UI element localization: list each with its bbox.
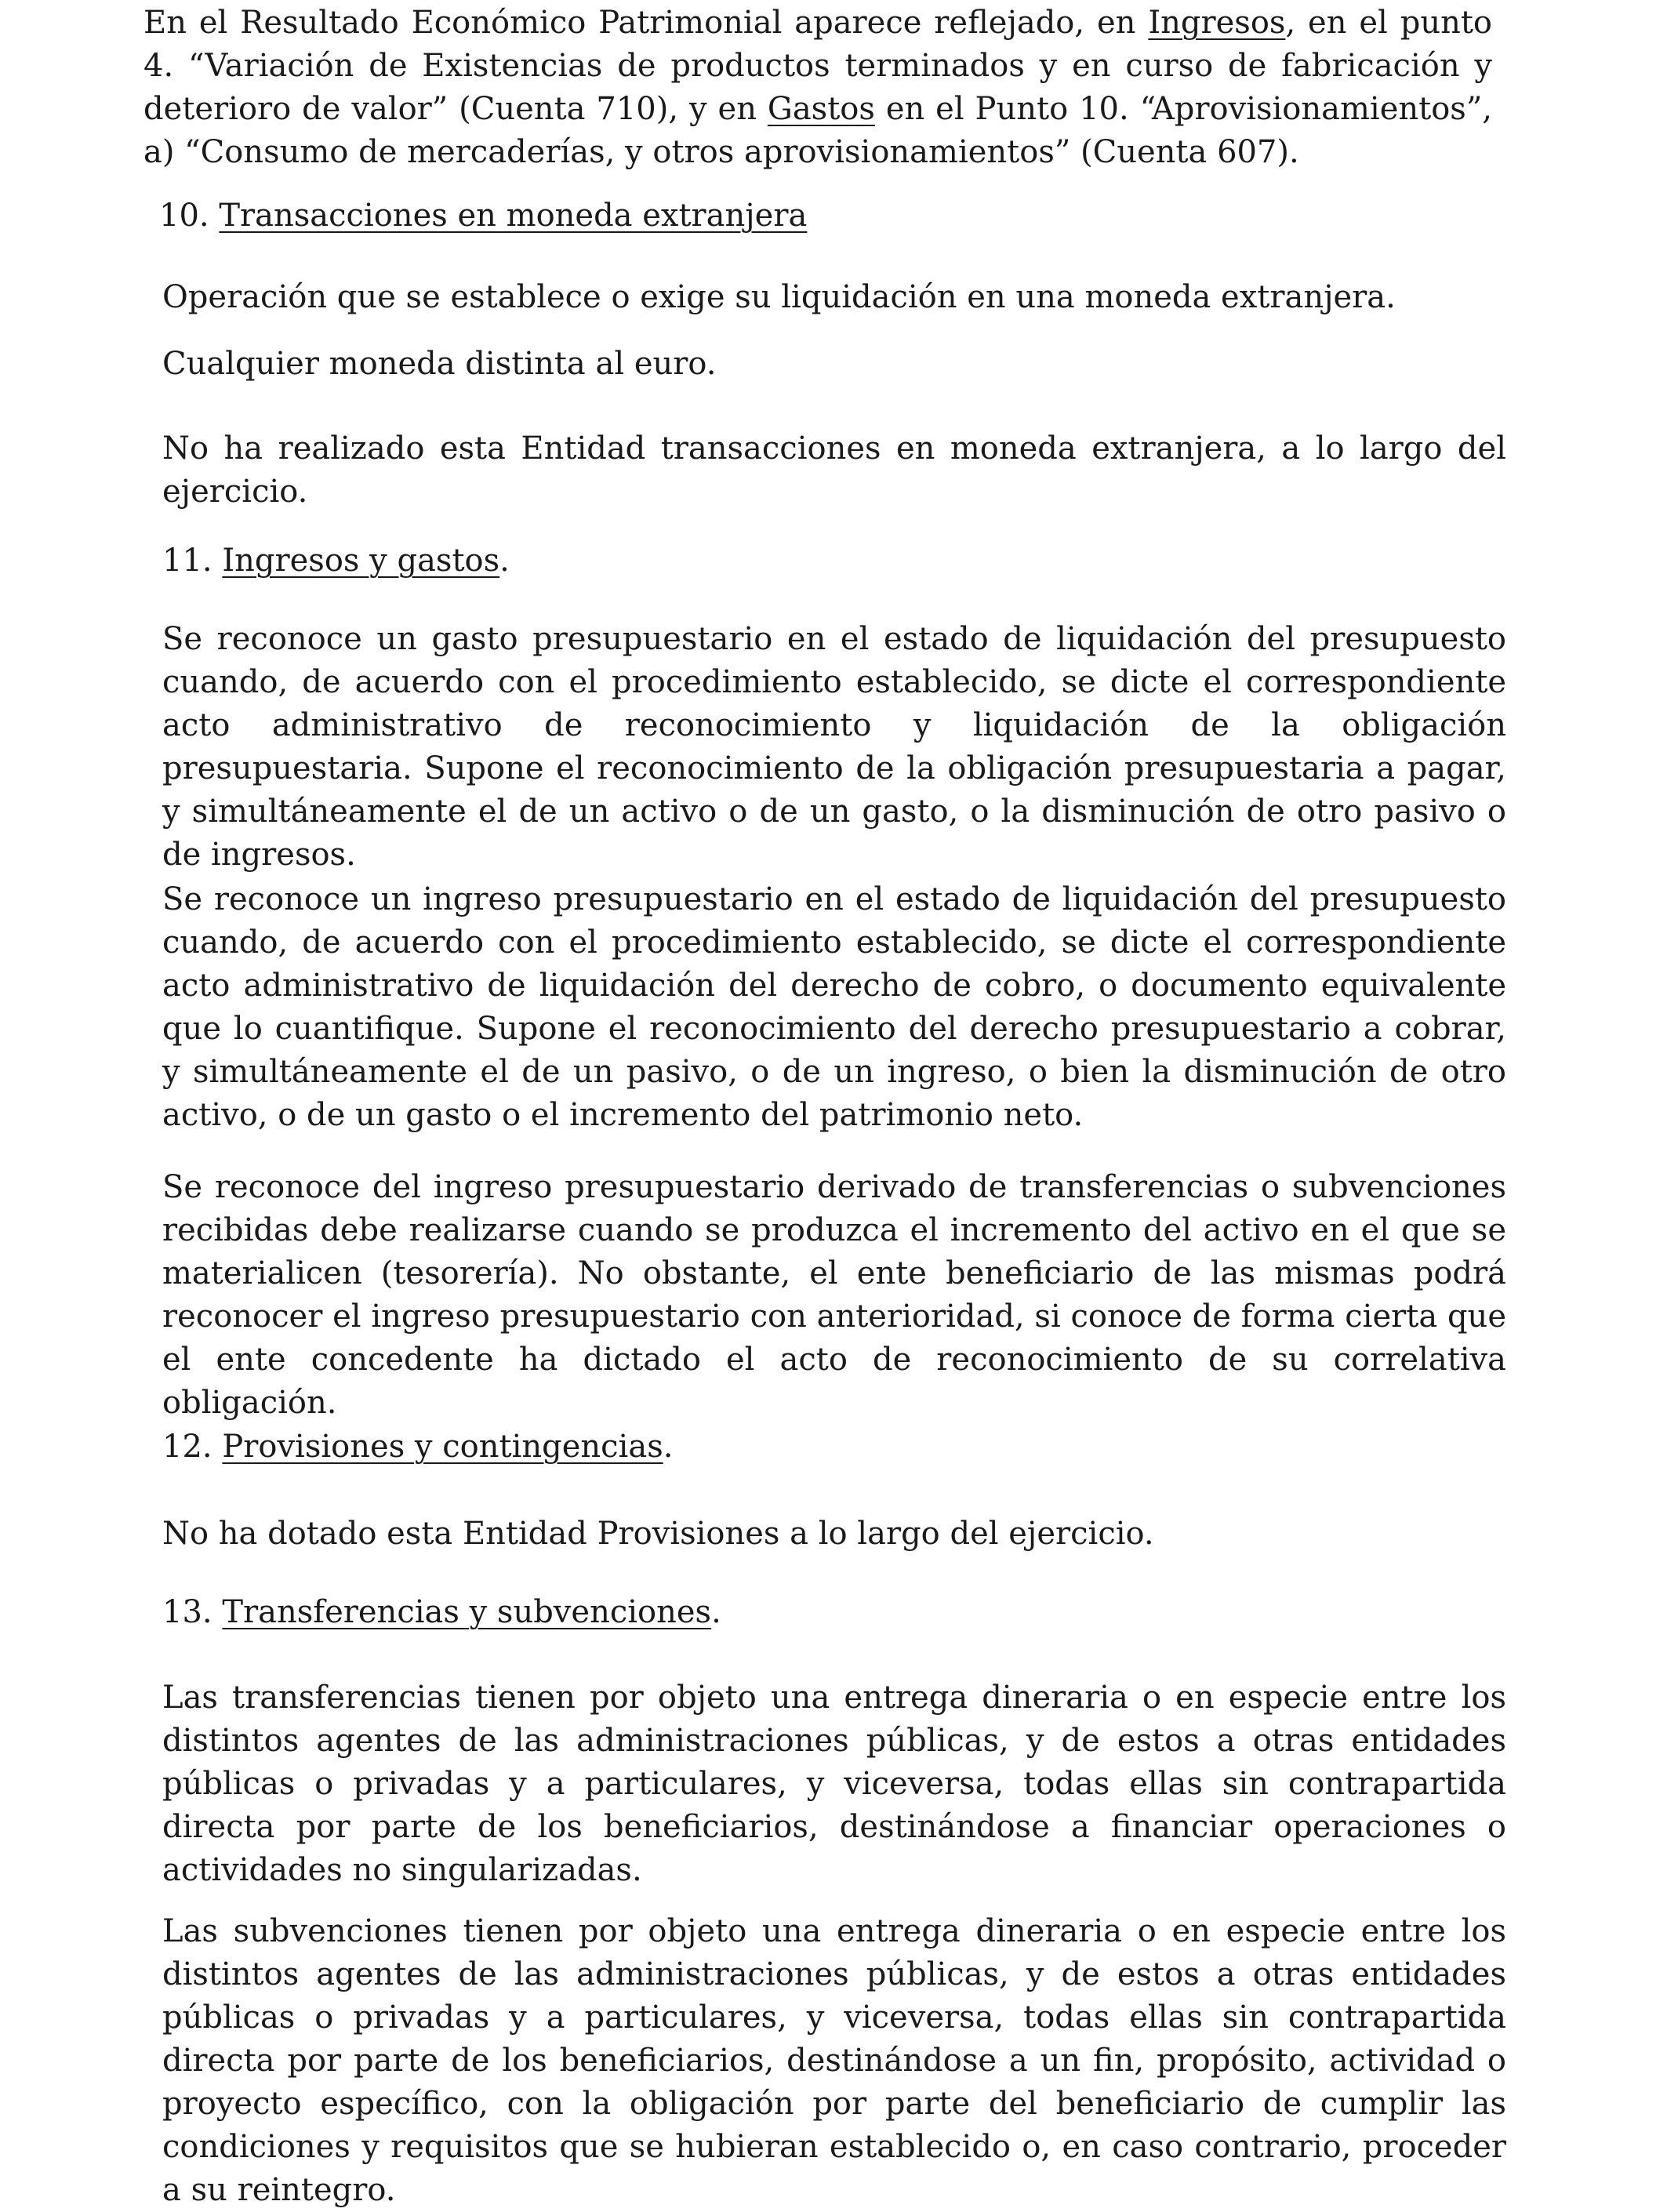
- section-11-paragraph-2: Se reconoce un ingreso presupuestario en el estado de liquidación del presupuesto cuando, de acuerdo con el procedimiento establecido, se dicte el correspondiente acto administrativo de liquidación del derecho de cobro, o documento equivalente que lo cuantifique. Supone el reconocimiento del derecho presupuestario a cobrar, y simultáneamente el de un pasivo, o de un ingreso, o bien la disminución de otro activo, o de un gasto o el incremento del patrimonio neto.: [162, 881, 1506, 1133]
- section-10-number: 10.: [159, 198, 209, 234]
- intro-text-2: , en el punto 4. “Variación de Existencias de productos terminados y en curso de fabricación y deterioro de valor” (Cuenta 710), y en: [143, 5, 1493, 127]
- section-12-paragraph-1: No ha dotado esta Entidad Provisiones a lo largo del ejercicio.: [162, 1516, 1154, 1552]
- section-11-paragraph-3: Se reconoce del ingreso presupuestario derivado de transferencias o subvenciones recibidas debe realizarse cuando se produzca el incremento del activo en el que se materialicen (tesorería). No obstante, el ente beneficiario de las mismas podrá reconocer el ingreso presupuestario con anterioridad, si conoce de forma cierta que el ente concedente ha dictado el acto de reconocimiento de su correlativa obligación.: [162, 1169, 1506, 1421]
- section-11-number: 11.: [162, 543, 212, 579]
- ingresos-link: Ingresos: [1148, 5, 1286, 41]
- intro-text-1: En el Resultado Económico Patrimonial aparece reflejado, en: [143, 5, 1149, 41]
- section-13-suffix: .: [711, 1594, 721, 1630]
- section-12-suffix: .: [663, 1429, 674, 1465]
- section-13-paragraph-2: Las subvenciones tienen por objeto una entrega dineraria o en especie entre los distintos agentes de las administraciones públicas, y de estos a otras entidades públicas o privadas y a particulares, y viceversa, todas ellas sin contrapartida directa por parte de los beneficiarios, destinándose a un fin, propósito, actividad o proyecto específico, con la obligación por parte del beneficiario de cumplir las condiciones y requisitos que se hubieran establecido o, en caso contrario, proceder a su reintegro.: [162, 1913, 1506, 2208]
- section-11-paragraph-1: Se reconoce un gasto presupuestario en el estado de liquidación del presupuesto cuando, de acuerdo con el procedimiento establecido, se dicte el correspondiente acto administrativo de reconocimiento y liquidación de la obligación presupuestaria. Supone el reconocimiento de la obligación presupuestaria a pagar, y simultáneamente el de un activo o de un gasto, o la disminución de otro pasivo o de ingresos.: [162, 621, 1506, 873]
- gastos-link: Gastos: [767, 91, 875, 127]
- section-11-suffix: .: [499, 543, 510, 579]
- section-12-number: 12.: [162, 1429, 212, 1465]
- section-10-heading: [159, 194, 807, 238]
- section-13-title: Transferencias y subvenciones: [222, 1594, 712, 1630]
- section-11-heading: [162, 539, 510, 583]
- intro-paragraph: [143, 2, 1492, 174]
- section-13-number: 13.: [162, 1594, 212, 1630]
- section-13-heading: [162, 1591, 721, 1634]
- section-10-paragraph-1: Operación que se establece o exige su liquidación en una moneda extranjera.: [162, 279, 1396, 315]
- section-13-paragraph-1: Las transferencias tienen por objeto una entrega dineraria o en especie entre los distintos agentes de las administraciones públicas, y de estos a otras entidades públicas o privadas y a particulares, y viceversa, todas ellas sin contrapartida directa por parte de los beneficiarios, destinándose a financiar operaciones o actividades no singularizadas.: [162, 1680, 1506, 1888]
- section-11-title: Ingresos y gastos: [222, 543, 500, 579]
- section-10-title: Transacciones en moneda extranjera: [219, 198, 808, 234]
- section-10-paragraph-2: Cualquier moneda distinta al euro.: [162, 346, 717, 382]
- intro-text-3: en el Punto 10. “Aprovisionamientos”, a) “Consumo de mercaderías, y otros aprovisionamientos” (Cuenta 607).: [143, 91, 1492, 170]
- section-12-title: Provisiones y contingencias: [222, 1429, 663, 1465]
- section-12-heading: [162, 1426, 673, 1469]
- section-10-paragraph-3: No ha realizado esta Entidad transacciones en moneda extranjera, a lo largo del ejercicio.: [162, 430, 1506, 510]
